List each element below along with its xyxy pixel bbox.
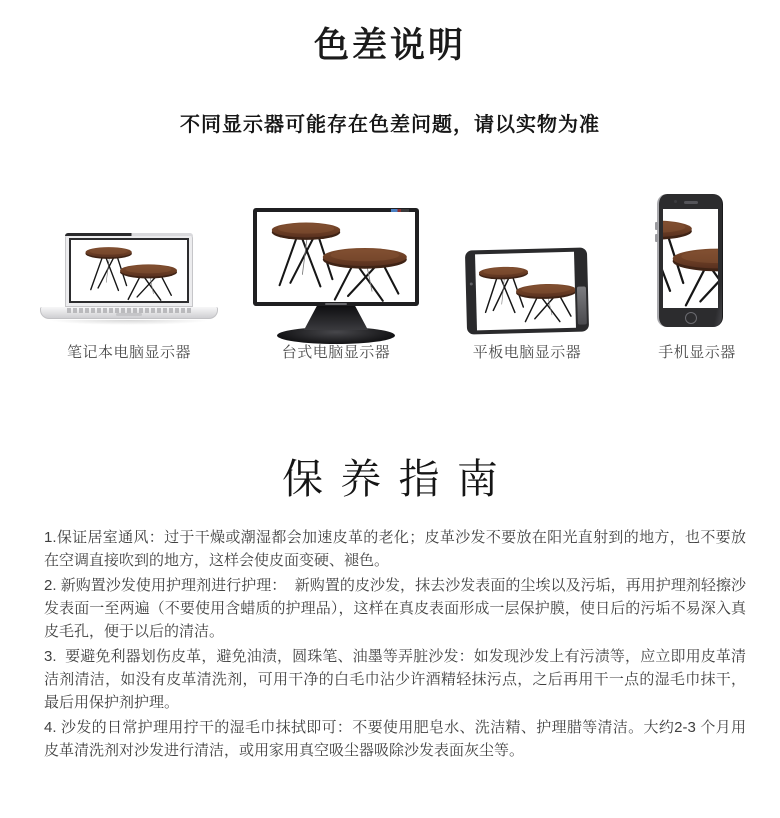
device-label-desktop: 台式电脑显示器 — [281, 344, 391, 361]
monitor-frame — [253, 208, 419, 306]
monitor-logo — [325, 303, 347, 305]
care-paragraph-3: 3. 要避免利器划伤皮革，避免油渍，圆珠笔、油墨等弄脏沙发：如发现沙发上有污渍等，应立即用皮革清洁剂清洁，如没有皮革清洗剂，可用干净的白毛巾沾少许酒精轻抹污点，之后再用干一点的湿毛巾抹干，最后用保护剂护理。 — [44, 648, 746, 711]
care-guide-text — [44, 526, 746, 764]
device-label-phone: 手机显示器 — [658, 344, 736, 361]
color-diff-subtitle: 不同显示器可能存在色差问题，请以实物为准 — [180, 114, 600, 136]
care-guide-title: 保养指南 — [282, 456, 516, 502]
laptop-keyboard-deck — [40, 307, 218, 319]
phone-volume-button — [655, 234, 658, 242]
care-paragraph-4: 4. 沙发的日常护理用拧干的湿毛巾抹拭即可：不要使用肥皂水、洗洁精、护理腊等清洁。大约2-3 个月用皮革清洗剂对沙发进行清洁，或用家用真空吸尘器吸除沙发表面灰尘等。 — [44, 719, 746, 759]
laptop-illustration — [40, 233, 218, 325]
device-label-laptop: 笔记本电脑显示器 — [66, 344, 191, 361]
laptop-screen — [69, 238, 189, 303]
phone-camera-icon — [674, 200, 677, 203]
device-label-tablet: 平板电脑显示器 — [472, 344, 582, 361]
phone-earpiece — [684, 201, 698, 204]
laptop-notch — [116, 313, 142, 316]
care-paragraph-2: 2. 新购置沙发使用护理剂进行护理： 新购置的皮沙发，抹去沙发表面的尘埃以及污垢，再用护理剂轻擦沙发表面一至两遍（不要使用含蜡质的护理品），这样在真皮表面形成一层保护膜，使日后的污垢不易深入真皮毛孔，便于以后的清洁。 — [44, 577, 746, 640]
desktop-monitor-illustration — [253, 208, 419, 344]
table-product-image — [663, 209, 718, 308]
care-paragraph-1: 1.保证居室通风：过于干燥或潮湿都会加速皮革的老化；皮革沙发不要放在阳光直射到的地方，也不要放在空调直接吹到的地方，这样会使皮面变硬、褪色。 — [44, 529, 746, 569]
phone-frame — [657, 194, 723, 327]
table-product-image — [257, 212, 415, 302]
laptop-shadow — [48, 320, 210, 325]
tablet-camera-icon — [470, 282, 473, 285]
phone-home-button — [685, 312, 697, 324]
tablet-screen — [475, 252, 576, 331]
table-product-image — [475, 252, 576, 331]
monitor-stand-neck — [304, 306, 368, 330]
phone-volume-button — [655, 222, 658, 230]
tablet-illustration — [466, 249, 588, 333]
color-diff-title: 色差说明 — [313, 26, 466, 65]
phone-screen — [663, 209, 718, 308]
laptop-lid — [65, 233, 193, 307]
phone-illustration — [657, 194, 723, 327]
monitor-screen — [257, 212, 415, 302]
table-product-image — [71, 240, 187, 301]
tablet-frame — [465, 247, 589, 334]
